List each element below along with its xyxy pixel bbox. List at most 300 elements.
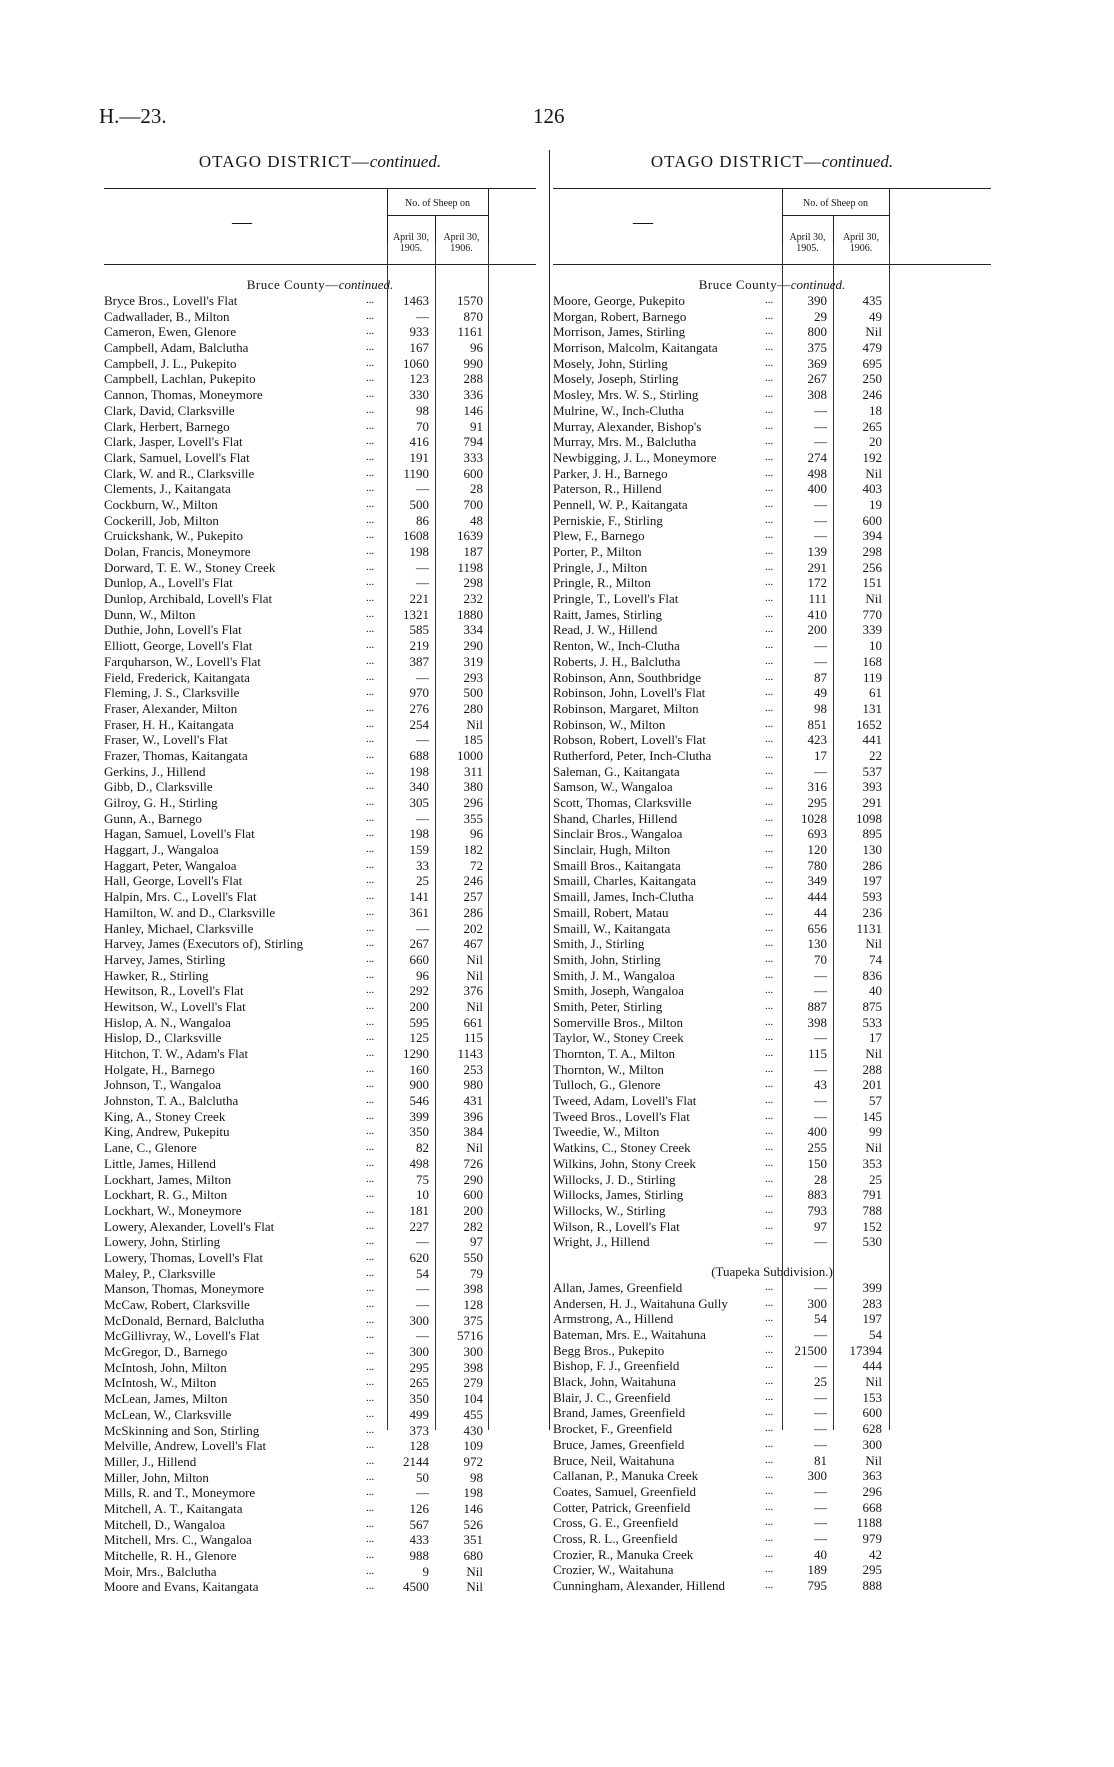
row-name: Fleming, J. S., Clarksville	[104, 685, 240, 701]
page-number: 126	[533, 104, 565, 128]
value-1906: 435	[862, 293, 882, 308]
row-name: Smith, J., Stirling	[553, 936, 645, 952]
row-name: McGillivray, W., Lovell's Flat	[104, 1328, 260, 1344]
table-row	[553, 717, 991, 733]
row-leader: ...	[765, 1109, 774, 1122]
value-1905: 2144	[403, 1453, 429, 1469]
table-row	[104, 387, 536, 403]
table-row	[104, 575, 536, 591]
value-1905: 316	[807, 779, 827, 795]
value-1905: —	[814, 528, 827, 544]
value-1906: 430	[463, 1422, 483, 1438]
value-1905: 115	[807, 1046, 827, 1061]
table-row	[104, 999, 536, 1015]
row-name: Robinson, John, Lovell's Flat	[553, 685, 706, 701]
row-leader: ...	[366, 576, 375, 589]
table-row	[553, 544, 991, 560]
row-leader: ...	[366, 1439, 375, 1452]
row-name: Frazer, Thomas, Kaitangata	[104, 747, 248, 763]
row-leader: ...	[765, 607, 774, 620]
row-leader: ...	[765, 1453, 774, 1466]
row-name: Murray, Alexander, Bishop's	[553, 418, 702, 434]
row-leader: ...	[765, 1469, 774, 1482]
value-1906: 192	[862, 449, 882, 465]
value-1906: Nil	[865, 1374, 882, 1390]
value-1906: 479	[862, 340, 882, 356]
row-name: McLean, W., Clarksville	[104, 1406, 232, 1422]
row-name: Hanley, Michael, Clarksville	[104, 920, 254, 936]
row-name: Wright, J., Hillend	[553, 1234, 650, 1250]
table-row	[553, 1500, 991, 1516]
value-1905: —	[814, 763, 827, 779]
table-row	[104, 670, 536, 686]
row-leader: ...	[366, 1141, 375, 1154]
row-name: Haggart, Peter, Wangaloa	[104, 857, 237, 873]
value-1905: 933	[409, 324, 429, 340]
table-row	[104, 513, 536, 529]
value-1906: 363	[862, 1468, 882, 1484]
row-name: Gerkins, J., Hillend	[104, 763, 206, 779]
row-name: Robinson, W., Milton	[553, 716, 666, 732]
row-name: Cross, G. E., Greenfield	[553, 1515, 679, 1531]
value-1906: 57	[869, 1093, 882, 1109]
value-1906: 680	[463, 1548, 483, 1563]
value-1905: —	[814, 1499, 827, 1515]
right-column-title: OTAGO DISTRICT—continued.	[650, 152, 894, 171]
value-1906: 197	[862, 1311, 882, 1327]
table-row	[553, 1358, 991, 1374]
table-row	[104, 1109, 536, 1125]
value-1905: —	[814, 1436, 827, 1452]
value-1906: Nil	[466, 1579, 483, 1595]
row-leader: ...	[366, 1345, 375, 1358]
row-name: Tweed, Adam, Lovell's Flat	[553, 1093, 697, 1109]
row-leader: ...	[366, 1470, 375, 1483]
value-1906: 153	[862, 1389, 882, 1405]
row-leader: ...	[366, 1203, 375, 1216]
value-1906: 399	[862, 1279, 882, 1295]
value-1905: —	[814, 1327, 827, 1342]
value-1906: Nil	[466, 967, 483, 983]
value-1906: 628	[862, 1421, 882, 1437]
row-name: Halpin, Mrs. C., Lovell's Flat	[104, 889, 257, 905]
table-row	[553, 356, 991, 372]
row-name: Bateman, Mrs. E., Waitahuna	[553, 1327, 706, 1342]
value-1906: 593	[862, 889, 882, 905]
table-row	[553, 481, 991, 497]
value-1905: 167	[409, 340, 429, 356]
row-name: Morrison, Malcolm, Kaitangata	[553, 340, 718, 356]
value-1905: 40	[814, 1546, 827, 1562]
row-name: Campbell, Lachlan, Pukepito	[104, 371, 256, 387]
value-1905: 200	[807, 622, 827, 638]
value-1905: 25	[814, 1374, 827, 1390]
value-1905: 398	[807, 1014, 827, 1030]
table-row	[104, 403, 536, 419]
value-1906: 695	[862, 355, 882, 371]
header-col-1905: April 30, 1905.	[789, 232, 826, 254]
row-leader: ...	[366, 811, 375, 824]
table-row	[104, 1391, 536, 1407]
row-name: Cameron, Ewen, Glenore	[104, 324, 237, 340]
value-1906: 700	[463, 496, 483, 512]
row-name: Raitt, James, Stirling	[553, 606, 663, 622]
value-1906: 1098	[856, 810, 882, 826]
table-row	[104, 528, 536, 544]
row-name: McLean, James, Milton	[104, 1391, 228, 1407]
row-leader: ...	[765, 497, 774, 510]
value-1905: 387	[409, 653, 429, 669]
row-leader: ...	[366, 1298, 375, 1310]
row-name: Bryce Bros., Lovell's Flat	[104, 293, 238, 308]
row-name: Andersen, H. J., Waitahuna Gully	[553, 1295, 728, 1311]
value-1906: Nil	[865, 936, 882, 952]
value-1905: 120	[807, 842, 827, 858]
value-1906: 290	[463, 638, 483, 654]
table-row	[104, 1470, 536, 1486]
row-leader: ...	[366, 545, 375, 557]
row-leader: ...	[366, 341, 375, 354]
table-row	[104, 842, 536, 858]
value-1906: 28	[470, 481, 483, 497]
row-leader: ...	[366, 1376, 375, 1389]
row-name: Robinson, Ann, Southbridge	[553, 669, 702, 685]
row-leader: ...	[366, 701, 375, 714]
value-1905: —	[416, 1328, 429, 1344]
row-name: Brocket, F., Greenfield	[553, 1421, 673, 1437]
left-column	[104, 150, 536, 1595]
row-leader: ...	[366, 764, 375, 777]
value-1906: 250	[862, 371, 882, 387]
table-row	[104, 1297, 536, 1313]
row-leader: ...	[366, 1517, 375, 1530]
row-leader: ...	[366, 858, 375, 871]
value-1906: 20	[869, 434, 882, 450]
table-row	[104, 1281, 536, 1297]
row-name: Moore, George, Pukepito	[553, 293, 685, 308]
row-name: Black, John, Waitahuna	[553, 1374, 676, 1390]
row-leader: ...	[765, 1406, 774, 1419]
row-leader: ...	[765, 1563, 774, 1576]
row-leader: ...	[366, 654, 375, 667]
value-1906: 152	[862, 1218, 882, 1234]
table-row	[104, 638, 536, 654]
row-name: Morgan, Robert, Barnego	[553, 308, 687, 324]
row-leader: ...	[765, 1531, 774, 1544]
row-name: Newbigging, J. L., Moneymore	[553, 449, 717, 465]
row-name: Crozier, R., Manuka Creek	[553, 1546, 694, 1562]
row-name: McIntosh, John, Milton	[104, 1359, 227, 1375]
value-1906: 836	[862, 967, 882, 983]
value-1905: 96	[416, 967, 429, 983]
value-1906: 256	[862, 559, 882, 575]
value-1905: 400	[807, 1124, 827, 1140]
value-1906: Nil	[865, 1046, 882, 1061]
value-1906: 1198	[457, 559, 483, 575]
row-name: Sinclair Bros., Wangaloa	[553, 826, 683, 842]
row-leader: ...	[765, 388, 774, 401]
row-name: Mosely, John, Stirling	[553, 355, 668, 371]
value-1906: 298	[463, 575, 483, 591]
table-row	[104, 1250, 536, 1266]
row-leader: ...	[366, 529, 375, 542]
row-name: Haggart, J., Wangaloa	[104, 842, 219, 858]
value-1905: 43	[814, 1077, 827, 1093]
value-1906: 351	[463, 1532, 483, 1548]
value-1905: 883	[807, 1187, 827, 1203]
row-name: Callanan, P., Manuka Creek	[553, 1468, 699, 1484]
table-row	[104, 858, 536, 874]
value-1906: 1188	[856, 1515, 882, 1531]
row-name: Parker, J. H., Barnego	[553, 465, 668, 481]
table-row	[553, 1030, 991, 1046]
value-1906: Nil	[865, 1452, 882, 1468]
row-name: Hagan, Samuel, Lovell's Flat	[104, 826, 255, 842]
value-1905: —	[814, 402, 827, 418]
row-leader: ...	[366, 999, 375, 1012]
table-row	[104, 701, 536, 717]
row-name: Mitchelle, R. H., Glenore	[104, 1548, 237, 1563]
table-row	[553, 1390, 991, 1406]
row-name: Samson, W., Wangaloa	[553, 779, 673, 795]
row-leader: ...	[765, 858, 774, 871]
row-name: Clark, Herbert, Barnego	[104, 418, 230, 434]
row-leader: ...	[366, 1172, 375, 1185]
value-1906: 600	[463, 465, 483, 481]
row-leader: ...	[765, 435, 774, 448]
table-row	[553, 1172, 991, 1188]
value-1905: 373	[409, 1422, 429, 1438]
value-1906: 788	[862, 1202, 882, 1218]
row-leader: ...	[765, 1422, 774, 1435]
row-leader: ...	[366, 1580, 375, 1593]
row-name: Wilson, R., Lovell's Flat	[553, 1218, 680, 1234]
row-leader: ...	[765, 1328, 774, 1340]
table-row	[104, 1046, 536, 1062]
value-1905: 410	[807, 606, 827, 622]
row-leader: ...	[366, 1501, 375, 1514]
table-row	[104, 1579, 536, 1595]
row-leader: ...	[765, 1579, 774, 1591]
value-1905: 4500	[403, 1579, 429, 1595]
value-1905: 44	[814, 904, 827, 920]
row-leader: ...	[765, 717, 774, 730]
table-row	[104, 622, 536, 638]
value-1906: 298	[862, 544, 882, 559]
value-1906: 333	[463, 449, 483, 465]
value-1905: —	[814, 1389, 827, 1405]
value-1905: —	[814, 1358, 827, 1374]
table-row	[553, 434, 991, 450]
table-row	[553, 999, 991, 1015]
row-leader: ...	[765, 1062, 774, 1075]
table-row	[553, 1219, 991, 1235]
value-1905: 10	[416, 1187, 429, 1203]
row-leader: ...	[366, 1047, 375, 1059]
table-row	[104, 764, 536, 780]
table-row	[553, 560, 991, 576]
table-row	[104, 952, 536, 968]
value-1906: 197	[862, 873, 882, 889]
table-row	[553, 764, 991, 780]
row-leader: ...	[765, 733, 774, 746]
value-1906: 526	[463, 1516, 483, 1532]
table-row	[104, 324, 536, 340]
table-row	[104, 1485, 536, 1501]
row-name: Gibb, D., Clarksville	[104, 779, 213, 795]
table-row	[104, 873, 536, 889]
table-row	[553, 1296, 991, 1312]
row-name: Harvey, James (Executors of), Stirling	[104, 936, 304, 952]
value-1906: 283	[862, 1295, 882, 1311]
row-leader: ...	[366, 1423, 375, 1436]
table-row	[553, 1531, 991, 1547]
center-column-rule	[549, 150, 550, 1430]
row-leader: ...	[765, 545, 774, 557]
value-1905: 595	[409, 1014, 429, 1030]
table-row	[553, 419, 991, 435]
value-1906: 980	[463, 1077, 483, 1093]
value-1906: 794	[463, 434, 483, 450]
table-row	[104, 983, 536, 999]
row-leader: ...	[366, 1094, 375, 1107]
value-1905: 300	[409, 1312, 429, 1328]
value-1905: 375	[807, 340, 827, 356]
table-row	[553, 1311, 991, 1327]
value-1906: 888	[862, 1578, 882, 1593]
table-row	[553, 324, 991, 340]
table-row	[104, 1156, 536, 1172]
row-leader: ...	[765, 968, 774, 981]
value-1906: 104	[463, 1391, 483, 1407]
row-name: Paterson, R., Hillend	[553, 481, 662, 497]
table-row	[104, 1172, 536, 1188]
table-row	[553, 905, 991, 921]
row-leader: ...	[366, 1454, 375, 1467]
value-1905: —	[814, 1530, 827, 1546]
row-name: Allan, James, Greenfield	[553, 1279, 683, 1295]
row-name: Rutherford, Peter, Inch-Clutha	[553, 747, 712, 763]
value-1905: —	[814, 1515, 827, 1531]
value-1905: 500	[409, 496, 429, 512]
row-leader: ...	[765, 670, 774, 683]
row-name: Taylor, W., Stoney Creek	[553, 1030, 684, 1046]
value-1906: 246	[463, 873, 483, 889]
value-1906: 279	[463, 1375, 483, 1391]
table-row	[104, 293, 536, 309]
row-name: Brand, James, Greenfield	[553, 1405, 686, 1421]
value-1906: 339	[862, 622, 882, 638]
value-1906: 130	[862, 842, 882, 858]
value-1906: 257	[463, 889, 483, 905]
row-leader: ...	[366, 294, 375, 306]
row-leader: ...	[366, 905, 375, 918]
table-row	[104, 1375, 536, 1391]
table-row	[104, 1344, 536, 1360]
row-leader: ...	[765, 576, 774, 589]
right-rows	[553, 293, 991, 1250]
value-1906: 202	[463, 920, 483, 936]
value-1905: 111	[808, 591, 827, 607]
row-name: Fraser, H. H., Kaitangata	[104, 716, 234, 732]
value-1906: 661	[463, 1014, 483, 1030]
value-1906: 375	[463, 1312, 483, 1328]
value-1905: 1463	[403, 293, 429, 308]
table-row	[553, 670, 991, 686]
row-leader: ...	[366, 388, 375, 401]
value-1906: 288	[862, 1061, 882, 1077]
table-row	[104, 1438, 536, 1454]
value-1905: 54	[814, 1311, 827, 1327]
value-1905: 130	[807, 936, 827, 952]
row-name: Smith, Peter, Stirling	[553, 998, 663, 1014]
row-leader: ...	[366, 513, 375, 526]
table-row	[553, 842, 991, 858]
value-1905: 172	[807, 575, 827, 591]
row-leader: ...	[765, 1359, 774, 1372]
row-leader: ...	[366, 874, 375, 887]
value-1906: 22	[869, 747, 882, 763]
row-name: Willocks, W., Stirling	[553, 1202, 666, 1218]
value-1906: 550	[463, 1249, 483, 1265]
table-row	[553, 779, 991, 795]
row-name: Armstrong, A., Hillend	[553, 1311, 674, 1327]
row-leader: ...	[765, 419, 774, 432]
value-1906: 187	[463, 544, 483, 559]
left-rows	[104, 293, 536, 1595]
row-leader: ...	[366, 1078, 375, 1091]
row-leader: ...	[765, 827, 774, 840]
value-1905: 29	[814, 308, 827, 324]
table-row	[104, 1203, 536, 1219]
value-1906: 467	[463, 936, 483, 952]
value-1906: 151	[862, 575, 882, 591]
value-1906: 296	[463, 795, 483, 810]
row-name: McCaw, Robert, Clarksville	[104, 1297, 250, 1312]
header-dash: —	[232, 211, 252, 233]
value-1905: 330	[409, 387, 429, 403]
row-name: Lane, C., Glenore	[104, 1140, 197, 1156]
value-1905: —	[416, 575, 429, 591]
value-1906: 168	[862, 653, 882, 669]
row-name: Thornton, T. A., Milton	[553, 1046, 675, 1061]
row-name: Begg Bros., Pukepito	[553, 1342, 665, 1358]
value-1905: —	[416, 1297, 429, 1312]
row-leader: ...	[366, 1329, 375, 1342]
row-leader: ...	[366, 890, 375, 903]
row-leader: ...	[366, 592, 375, 605]
table-row	[104, 685, 536, 701]
row-leader: ...	[366, 419, 375, 432]
table-row	[553, 811, 991, 827]
row-leader: ...	[366, 1235, 375, 1248]
value-1906: 198	[463, 1485, 483, 1501]
value-1905: 546	[409, 1093, 429, 1109]
table-row	[104, 356, 536, 372]
value-1906: 145	[862, 1108, 882, 1124]
value-1906: 182	[463, 842, 483, 858]
row-leader: ...	[366, 435, 375, 448]
row-name: Robson, Robert, Lovell's Flat	[553, 732, 706, 748]
row-name: Tulloch, G., Glenore	[553, 1077, 661, 1093]
row-name: Gunn, A., Barnego	[104, 810, 202, 826]
row-leader: ...	[765, 905, 774, 918]
value-1906: 1161	[457, 324, 483, 340]
value-1906: 376	[463, 983, 483, 999]
row-name: Shand, Charles, Hillend	[553, 810, 678, 826]
value-1905: 988	[409, 1548, 429, 1563]
table-row	[553, 1077, 991, 1093]
